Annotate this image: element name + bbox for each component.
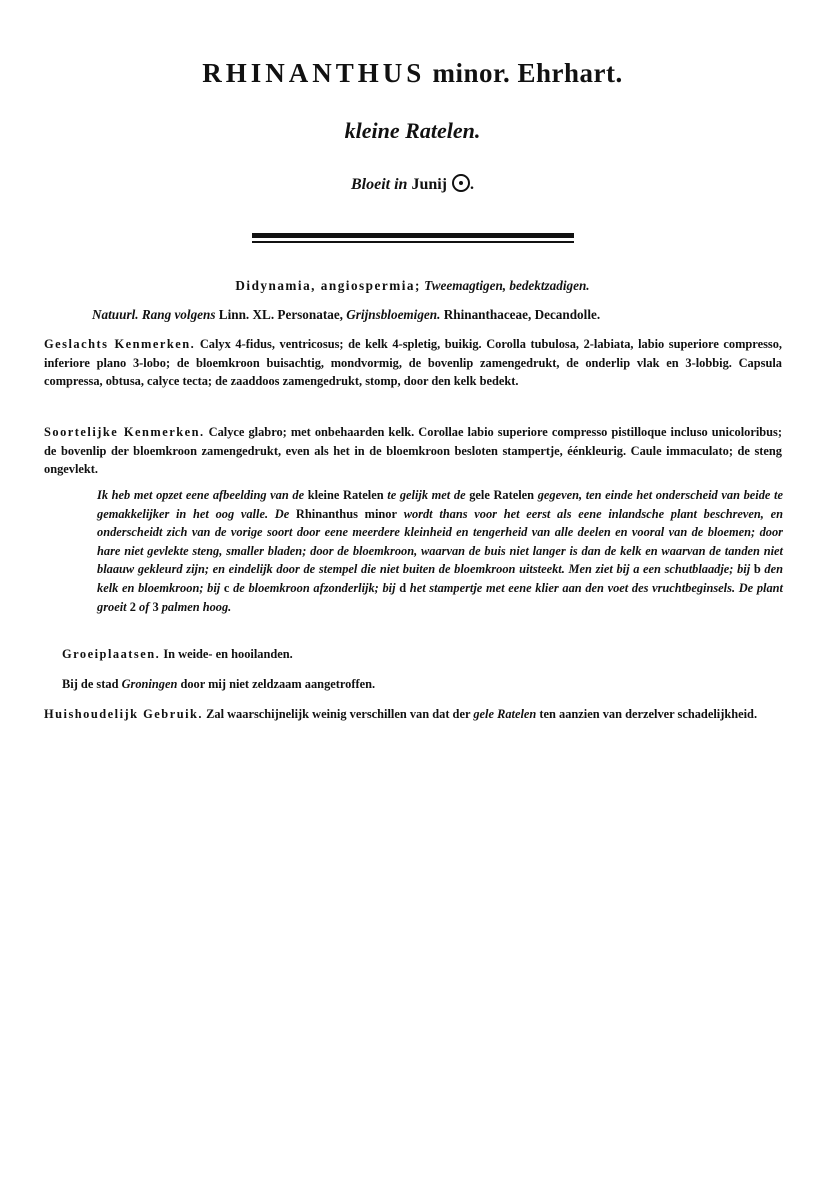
figure-letter: d bbox=[399, 580, 407, 595]
observation-text: palmen hoog. bbox=[158, 599, 232, 614]
classification-system: Didynamia, angiospermia; bbox=[235, 278, 421, 293]
species-characters-text: Calyce glabro; met onbehaarden kelk. Corollae labio superiore compresso pistilloque incluso unicoloribus; de bovenlip der bloemkroon zamengedrukt, even als het in de bloemkroon besloten stampertje, éénkleurig. Caule immaculato; de steng ongevlekt. bbox=[44, 425, 782, 477]
genus-characters-label: Geslachts Kenmerken. bbox=[44, 337, 196, 351]
bloom-line: Bloeit in Junij . bbox=[350, 176, 475, 193]
economic-use-ref: gele Ratelen bbox=[473, 707, 537, 721]
observation-text: de bloemkroon afzonderlijk; bij bbox=[229, 580, 400, 595]
observation-text: het stampertje met eene klier aan den voet des vruchtbeginsels. De plant groeit bbox=[97, 580, 784, 614]
title-species-author: minor. Ehrhart. bbox=[425, 58, 623, 88]
natural-rank-rest: Rhinanthaceae, Decandolle. bbox=[440, 307, 601, 322]
page-title bbox=[0, 58, 825, 89]
annual-circle-icon bbox=[452, 174, 470, 192]
species-characters-paragraph bbox=[44, 423, 782, 479]
economic-use-label: Huishoudelijk Gebruik. bbox=[44, 707, 204, 721]
common-name: kleine Ratelen. bbox=[344, 118, 481, 143]
locality-place: Groningen bbox=[121, 677, 178, 691]
locality-text: door mij niet zeldzaam aangetroffen. bbox=[177, 677, 376, 691]
observation-text: den kelk en bloemkroon; bij bbox=[97, 562, 783, 595]
observation-plant-name: gele Ratelen bbox=[469, 488, 535, 502]
natural-rank-dutch: Grijnsbloemigen. bbox=[346, 307, 441, 322]
observation-plant-name: kleine Ratelen bbox=[307, 488, 384, 502]
economic-use-text: Zal waarschijnelijk weinig verschillen van dat der bbox=[203, 707, 474, 721]
height-number: 3 bbox=[152, 599, 159, 614]
species-characters-label: Soortelijke Kenmerken. bbox=[44, 425, 205, 439]
bloom-label: Bloeit in bbox=[350, 176, 408, 193]
natural-rank-text: Linn. XL. Personatae, bbox=[215, 307, 347, 322]
figure-letter: c bbox=[223, 580, 230, 595]
habitat-label: Groeiplaatsen. bbox=[62, 647, 161, 661]
observation-text: gegeven, ten einde het onderscheid van beide te gemakkelijker in het oog valle. De bbox=[97, 488, 783, 521]
observation-text: te gelijk met de bbox=[383, 488, 470, 502]
observation-text: wordt thans voor het eerst als eene inlandsche plant beschreven, en onderscheidt zich van de vorige soort door eene meerdere kleinheid en tengerheid van alle deelen en vooral van de bloemen; door hare niet gevlekte steng, smaller bladen; door de bloemkroon, waarvan de buis niet langer is dan de kelk en waarvan de tanden niet blaauw gekleurd zijn; en eindelijk door de stempel die niet buiten de bloemkroon uitsteekt. Men ziet bij a een schutblaadje; bij bbox=[97, 506, 784, 577]
title-genus: RHINANTHUS bbox=[202, 58, 426, 88]
bloom-month: Junij bbox=[407, 176, 448, 193]
observation-text: Ik heb met opzet eene afbeelding van de bbox=[97, 488, 308, 502]
habitat-paragraph bbox=[62, 645, 782, 664]
genus-characters-paragraph bbox=[44, 335, 782, 391]
natural-rank-label: Natuurl. Rang volgens bbox=[92, 307, 216, 322]
economic-use-text: ten aanzien van derzelver schadelijkheid. bbox=[536, 707, 758, 721]
observation-plant-name: Rhinanthus minor bbox=[295, 506, 397, 521]
divider-thin bbox=[252, 241, 574, 243]
divider-thick bbox=[252, 233, 574, 238]
habitat-text: In weide- en hooilanden. bbox=[160, 647, 293, 661]
genus-characters-text: Calyx 4-fidus, ventricosus; de kelk 4-spletig, buikig. Corolla tubulosa, 2-labiata, labio superiore compresso, inferiore plano 3-lobo; de bloemkroon buisachtig, mondvormig, de bovenlip zamengedrukt, de onderlip vlak en 3-lobbig. Capsula compressa, obtusa, calyce tecta; de zaaddoos zamengedrukt, stomp, door den kelk bedekt. bbox=[44, 337, 783, 389]
locality-paragraph bbox=[62, 675, 782, 694]
economic-use-paragraph bbox=[44, 705, 782, 724]
observation-paragraph bbox=[97, 486, 783, 616]
classification-line bbox=[0, 276, 825, 295]
classification-dutch: Tweemagtigen, bedektzadigen. bbox=[420, 278, 590, 293]
height-number: 2 bbox=[129, 599, 136, 614]
natural-rank-line bbox=[92, 305, 600, 324]
observation-text: of bbox=[135, 599, 153, 614]
figure-letter: b bbox=[753, 562, 761, 577]
locality-text: Bij de stad bbox=[62, 677, 122, 691]
